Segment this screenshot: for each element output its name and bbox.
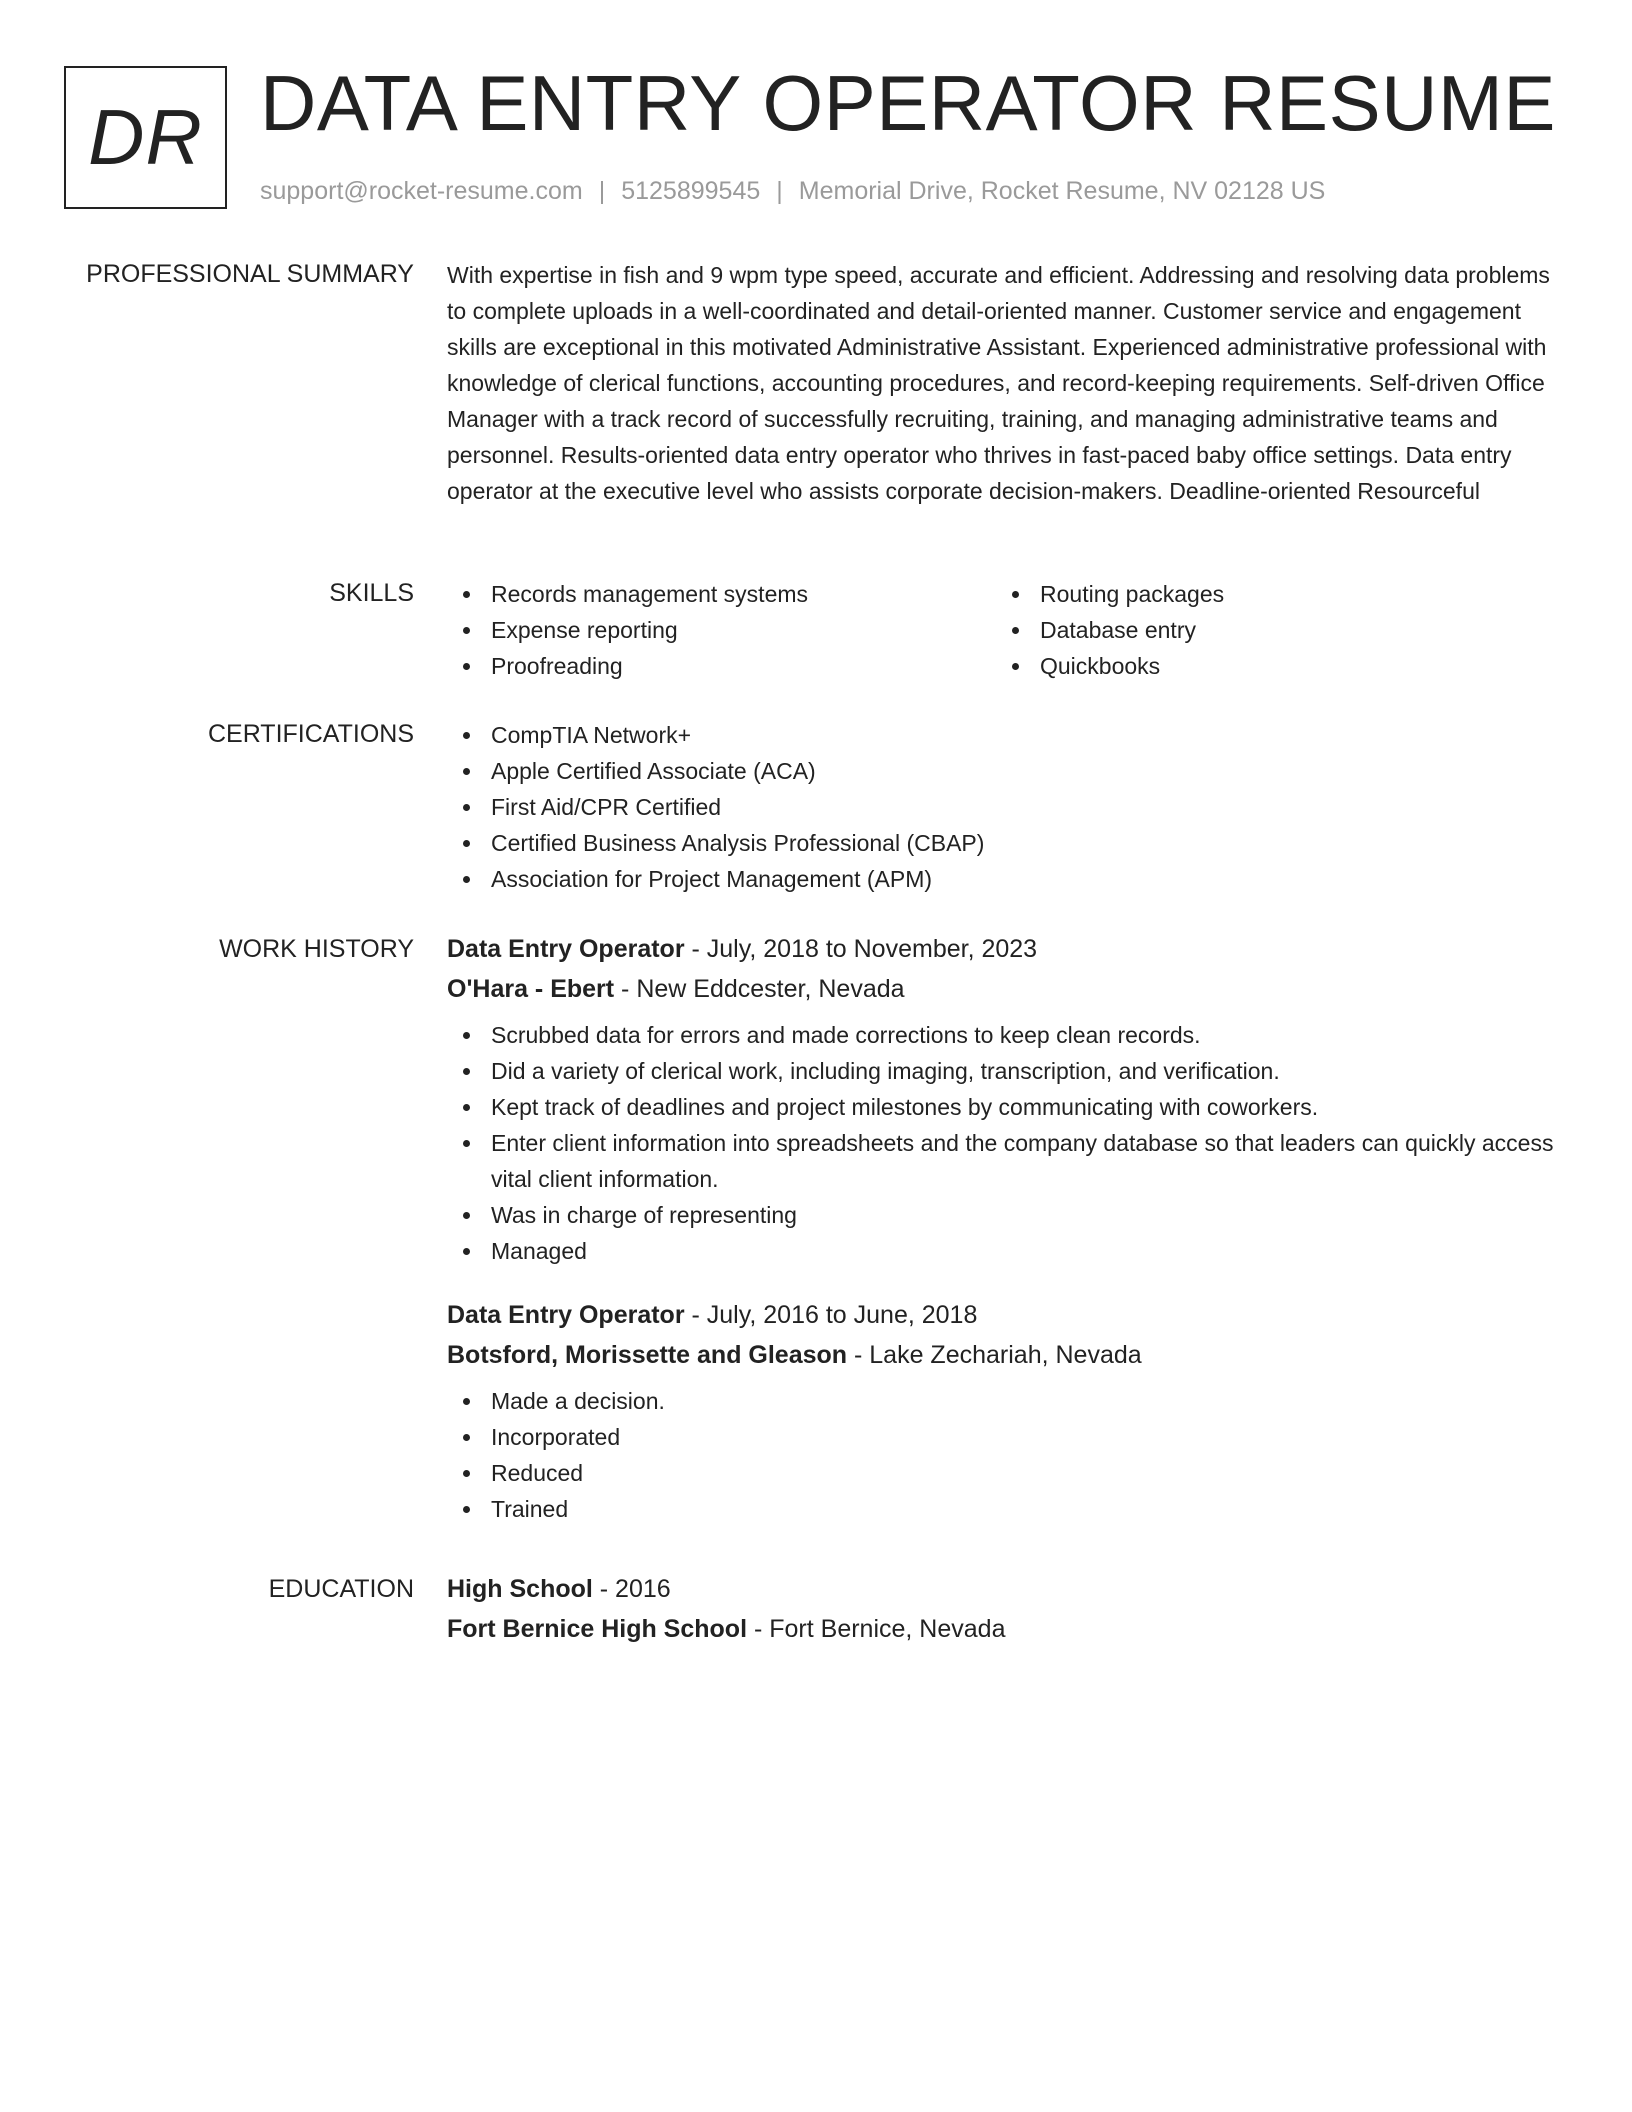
resume-title: DATA ENTRY OPERATOR RESUME [260,59,1556,147]
skills-list-left [447,576,996,684]
job-duty: Scrubbed data for errors and made corrections to keep clean records. [447,1017,1562,1053]
skill-item: Database entry [996,612,1545,648]
skills-label: SKILLS [329,579,414,607]
job-company: Botsford, Morissette and Gleason [447,1341,848,1369]
job-duty: Was in charge of representing [447,1197,1562,1233]
skill-item: Quickbooks [996,648,1545,684]
job-duty: Managed [447,1233,1562,1269]
education-degree-line [447,1569,1562,1609]
work-history-label: WORK HISTORY [219,935,414,963]
summary-text: With expertise in fish and 9 wpm type speed, accurate and efficient. Addressing and resolving data problems to complete uploads in a well-coordinated and detail-oriented manner. Customer service and engagement skills are exceptional in this motivated Administrative Assistant. Experienced administrative professional with knowledge of clerical functions, accounting procedures, and record-keeping requirements. Self-driven Office Manager with a track record of successfully recruiting, training, and managing administrative teams and personnel. Results-oriented data entry operator who thrives in fast-paced baby office settings. Data entry operator at the executive level who assists corporate decision-makers. Deadline-oriented Resourceful [447,262,1550,504]
education-location: - Fort Bernice, Nevada [747,1615,1006,1643]
education-body [447,1569,1562,1649]
monogram-box [64,66,227,209]
monogram-initials: DR [88,93,203,181]
education-label: EDUCATION [268,1575,414,1603]
skills-body [447,576,1562,684]
job-duty: Enter client information into spreadsheets and the company database so that leaders can quickly access vital client information. [447,1125,1562,1197]
certifications-body [447,717,1562,897]
certifications-label: CERTIFICATIONS [207,720,414,748]
job-duties-list [447,1383,1562,1527]
summary-body [447,257,1562,509]
job-title: Data Entry Operator [447,1301,685,1329]
job-duty: Kept track of deadlines and project milestones by communicating with coworkers. [447,1089,1562,1125]
contact-phone: 5125899545 [621,177,761,205]
job-title: Data Entry Operator [447,935,685,963]
education-school: Fort Bernice High School [447,1615,748,1643]
certification-item: CompTIA Network+ [447,717,1562,753]
contact-separator: | [776,177,783,205]
job-duty: Made a decision. [447,1383,1562,1419]
certification-item: Certified Business Analysis Professional (CBAP) [447,825,1562,861]
skill-item: Proofreading [447,648,996,684]
work-history-body [447,929,1562,1527]
job-title-line [447,929,1562,969]
job-title-line [447,1295,1562,1335]
job-location: - New Eddcester, Nevada [614,975,905,1003]
contact-separator: | [598,177,606,205]
certification-item: Apple Certified Associate (ACA) [447,753,1562,789]
skill-item: Routing packages [996,576,1545,612]
education-degree: High School [447,1575,593,1603]
skill-item: Records management systems [447,576,996,612]
contact-line [260,174,1325,208]
skill-item: Expense reporting [447,612,996,648]
job-company-line [447,1335,1562,1375]
certification-item: First Aid/CPR Certified [447,789,1562,825]
certifications-list [447,717,1562,897]
education-school-line [447,1609,1562,1649]
job-entry [447,929,1562,1269]
job-duty: Did a variety of clerical work, including imaging, transcription, and verification. [447,1053,1562,1089]
job-duty: Trained [447,1491,1562,1527]
skills-list-right [996,576,1545,684]
contact-email: support@rocket-resume.com [260,177,583,205]
job-entry [447,1295,1562,1527]
job-dates: - July, 2018 to November, 2023 [684,935,1038,963]
job-location: - Lake Zechariah, Nevada [847,1341,1142,1369]
certification-item: Association for Project Management (APM) [447,861,1562,897]
job-company: O'Hara - Ebert [447,975,615,1003]
contact-address: Memorial Drive, Rocket Resume, NV 02128 US [798,177,1326,205]
job-duties-list [447,1017,1562,1269]
education-year: - 2016 [592,1575,671,1603]
job-duty: Incorporated [447,1419,1562,1455]
job-dates: - July, 2016 to June, 2018 [684,1301,978,1329]
job-company-line [447,969,1562,1009]
job-duty: Reduced [447,1455,1562,1491]
summary-label: PROFESSIONAL SUMMARY [86,260,414,288]
